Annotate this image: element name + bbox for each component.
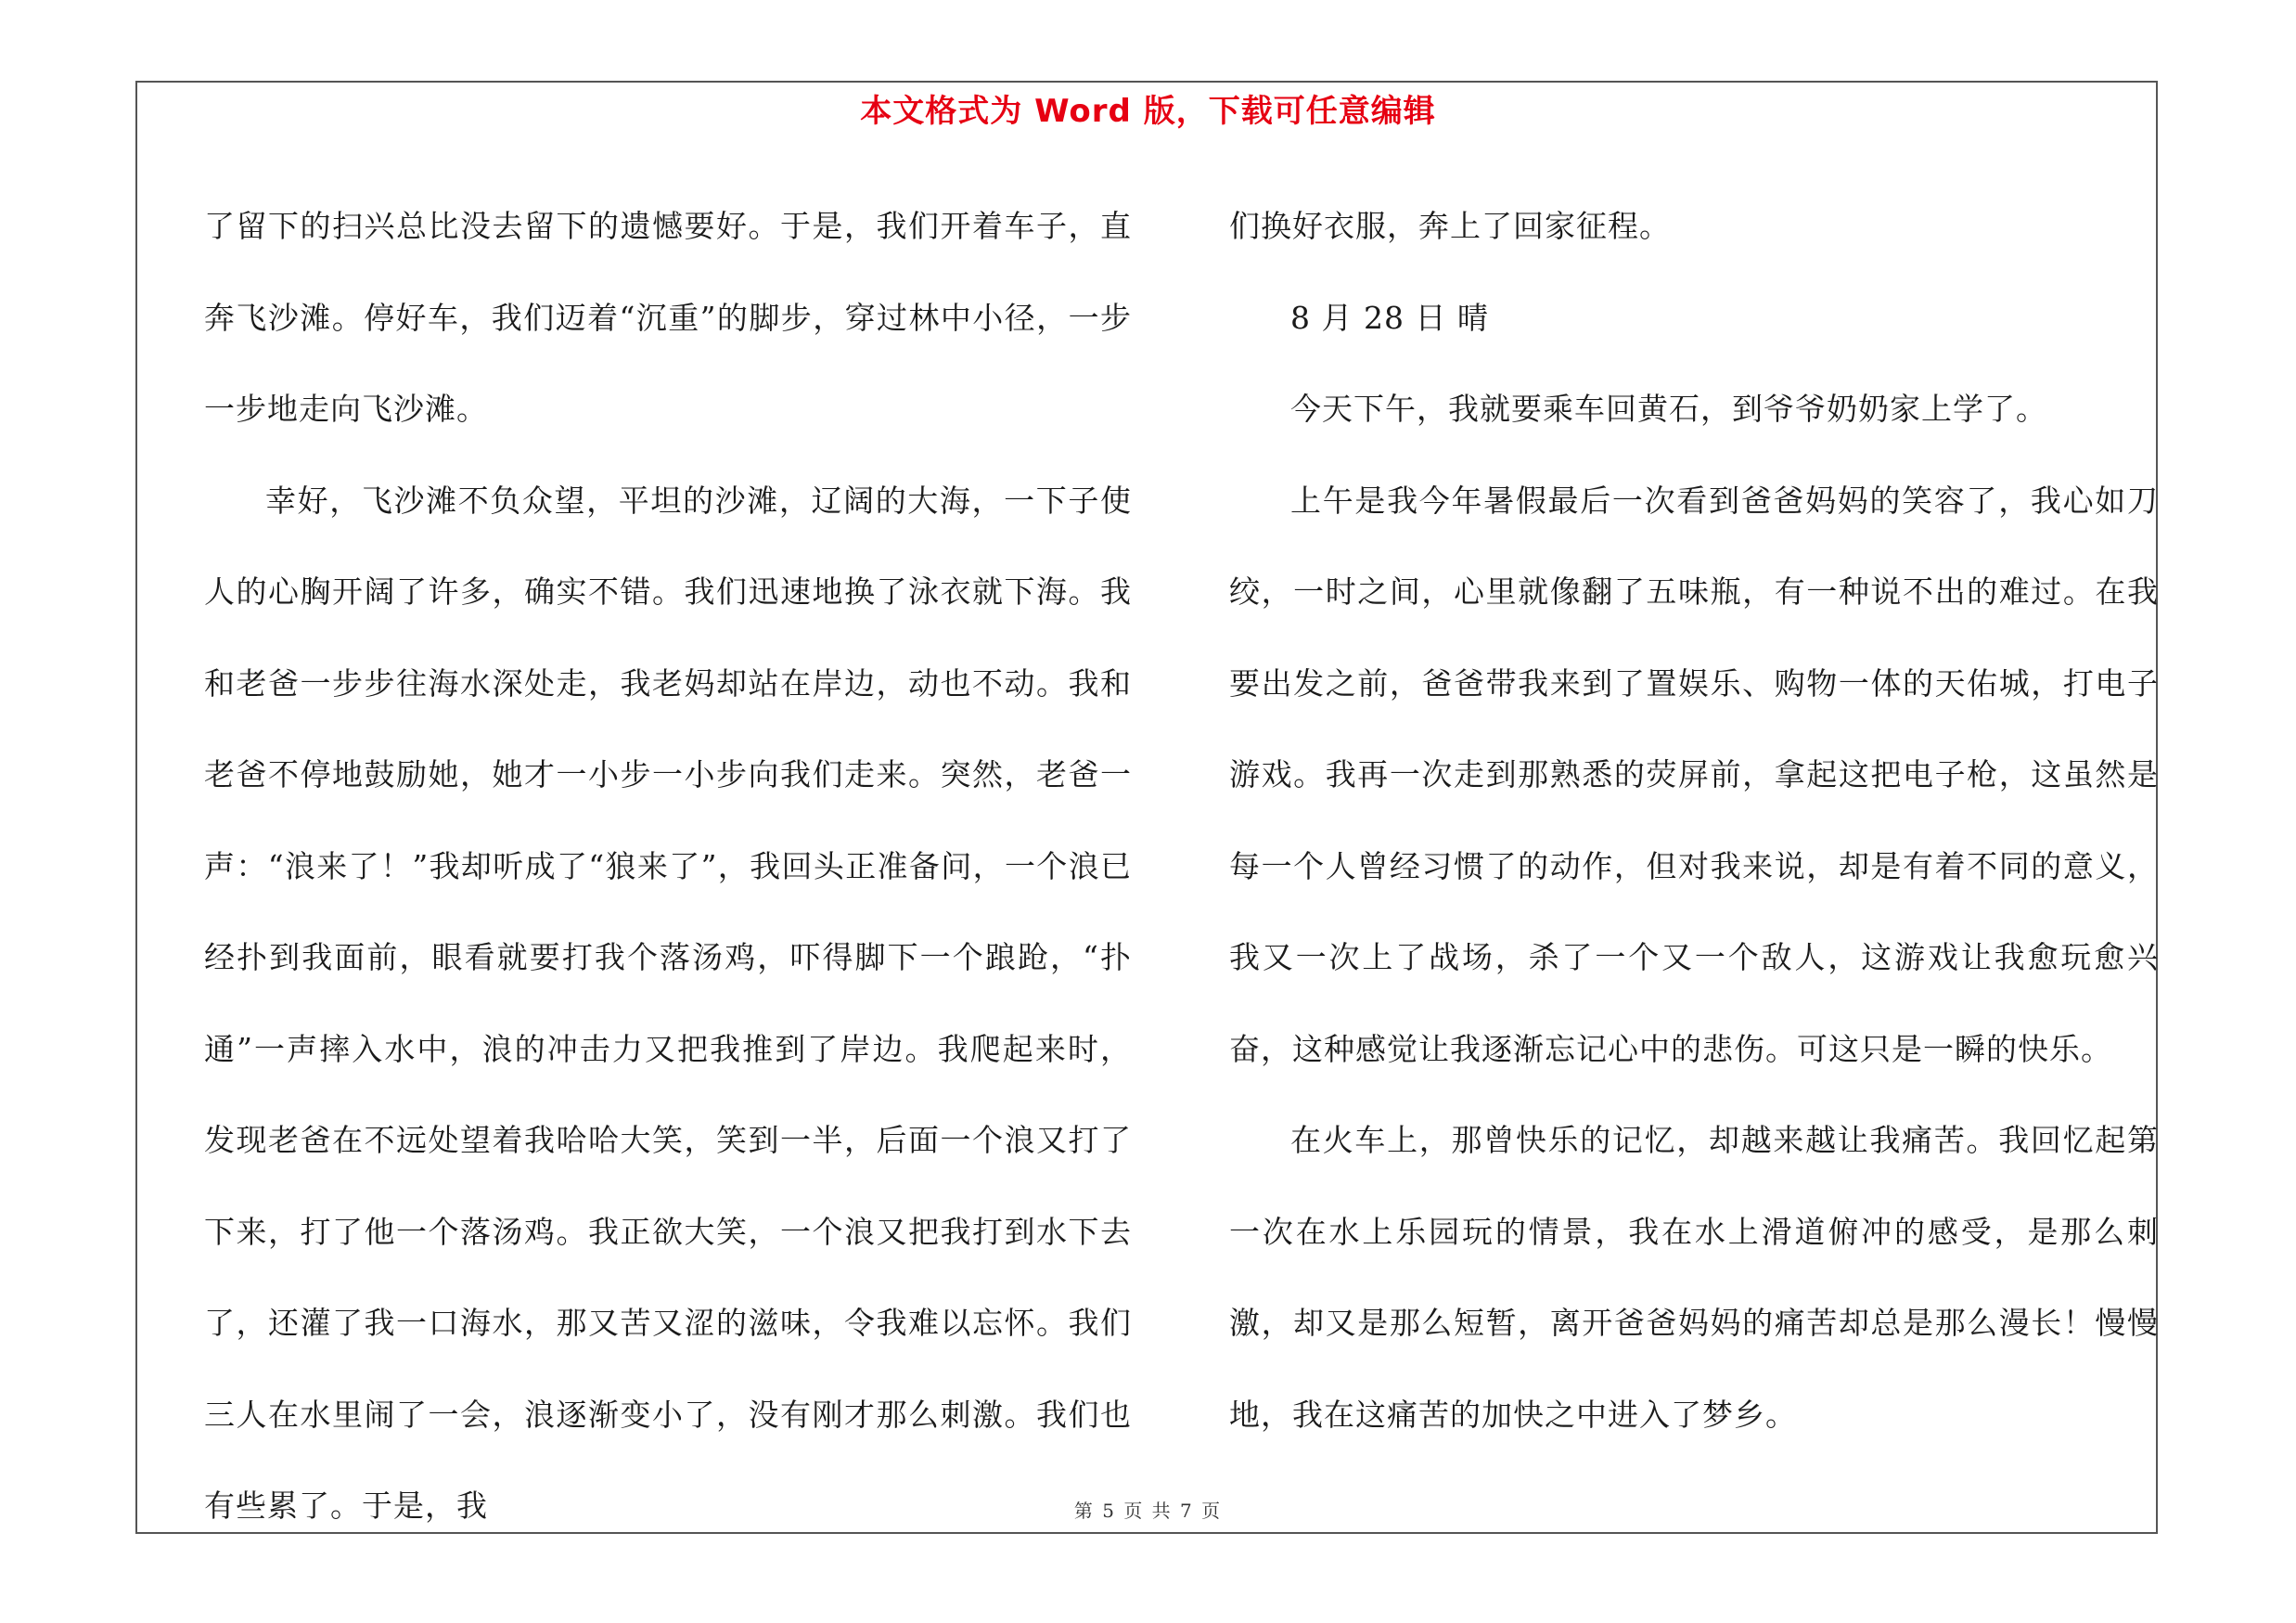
right-text-column (1229, 181, 2159, 1461)
left-text-column (204, 181, 1132, 1552)
paragraph: 今天下午，我就要乘车回黄石，到爷爷奶奶家上学了。 (1290, 391, 2047, 427)
word-format-banner: 本文格式为 Word 版，下载可任意编辑 (860, 93, 1436, 130)
paragraph: 们换好衣服，奔上了回家征程。 (1229, 208, 1671, 244)
paragraph: 在火车上，那曾快乐的记忆，却越来越让我痛苦。我回忆起第一次在水上乐园玩的情景，我在水上滑道俯冲的感受，是那么刺激，却又是那么短暂，离开爸爸妈妈的痛苦却总是那么漫长！慢慢地，我在这痛苦的加快之中进入了梦乡。 (1229, 1122, 2159, 1433)
paragraph: 上午是我今年暑假最后一次看到爸爸妈妈的笑容了，我心如刀绞，一时之间，心里就像翻了五味瓶，有一种说不出的难过。在我要出发之前，爸爸带我来到了置娱乐、购物一体的天佑城，打电子游戏。我再一次走到那熟悉的荧屏前，拿起这把电子枪，这虽然是每一个人曾经习惯了的动作，但对我来说，却是有着不同的意义，我又一次上了战场，杀了一个又一个敌人，这游戏让我愈玩愈兴奋，这种感觉让我逐渐忘记心中的悲伤。可这只是一瞬的快乐。 (1229, 482, 2159, 1067)
paragraph: 幸好，飞沙滩不负众望，平坦的沙滩，辽阔的大海，一下子使人的心胸开阔了许多，确实不错。我们迅速地换了泳衣就下海。我和老爸一步步往海水深处走，我老妈却站在岸边，动也不动。我和老爸不停地鼓励她，她才一小步一小步向我们走来。突然，老爸一声：“浪来了！”我却听成了“狼来了”，我回头正准备问，一个浪已经扑到我面前，眼看就要打我个落汤鸡，吓得脚下一个踉跄，“扑通”一声摔入水中，浪的冲击力又把我推到了岸边。我爬起来时，发现老爸在不远处望着我哈哈大笑，笑到一半，后面一个浪又打了下来，打了他一个落汤鸡。我正欲大笑，一个浪又把我打到水下去了，还灌了我一口海水，那又苦又涩的滋味，令我难以忘怀。我们三人在水里闹了一会，浪逐渐变小了，没有刚才那么刺激。我们也有些累了。于是，我 (204, 482, 1132, 1524)
diary-date-heading: 8 月 28 日 晴 (1290, 299, 1489, 336)
page-number-footer: 第 5 页 共 7 页 (1073, 1500, 1223, 1522)
paragraph: 了留下的扫兴总比没去留下的遗憾要好。于是，我们开着车子，直奔飞沙滩。停好车，我们迈着“沉重”的脚步，穿过林中小径，一步一步地走向飞沙滩。 (204, 208, 1132, 427)
